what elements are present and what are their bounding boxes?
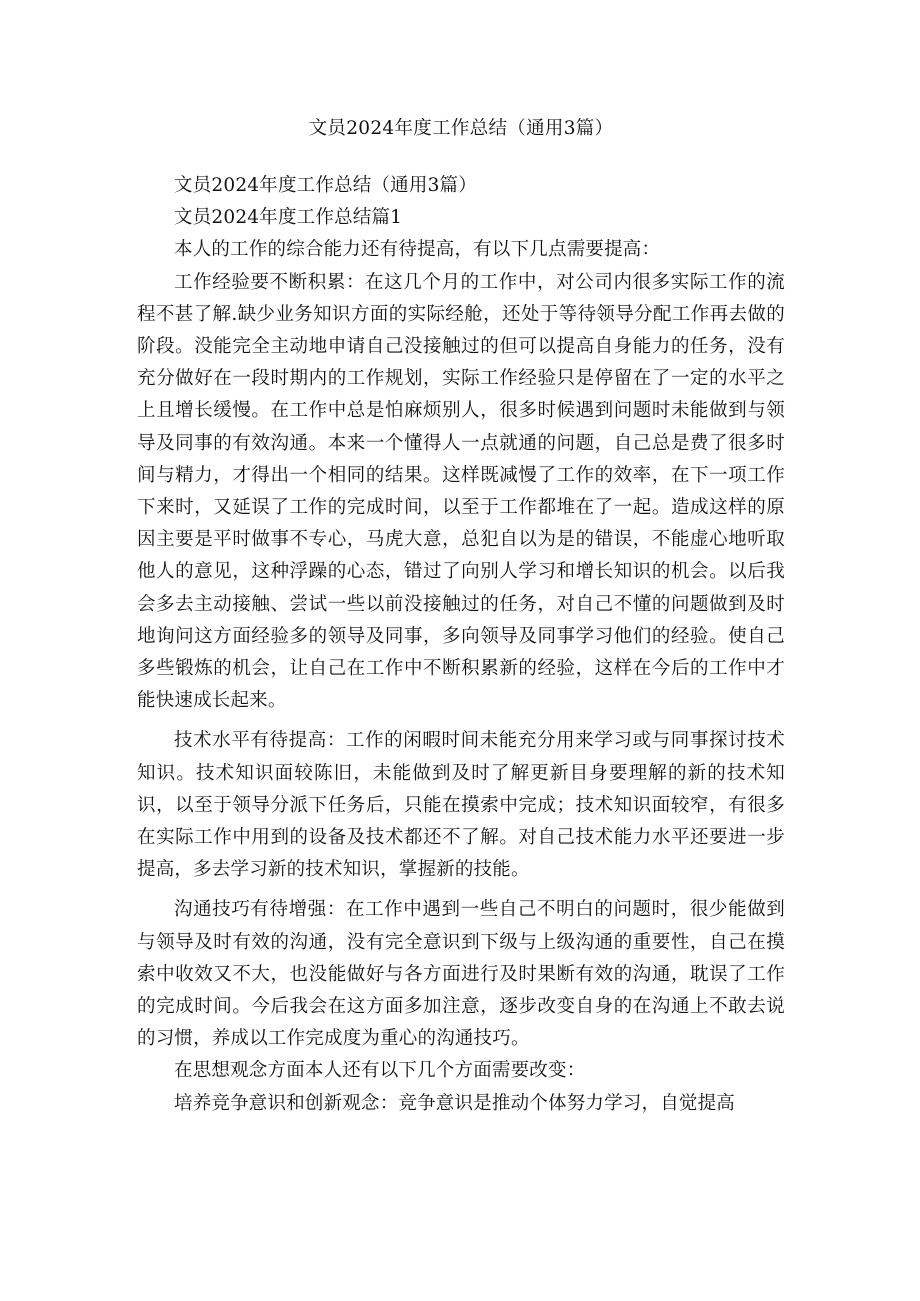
paragraph-section-heading: 文员2024年度工作总结篇1 — [174, 207, 403, 229]
document-title: 文员2024年度工作总结（通用3篇） — [308, 118, 614, 139]
paragraph-technical-level: 技术水平有待提高：工作的闲暇时间未能充分用来学习或与同事探讨技术知识。技术知识面较陈旧，未能做到及时了解更新目身要理解的新的技术知识，以至于领导分派下任务后，只能在摸索中完成；技术知识面较窄，有很多在实际工作中用到的设备及技术都还不了解。对自己技术能力水平还要进一步提高，多去学习新的技术知识，掌握新的技能。 — [137, 730, 785, 881]
paragraph-subtitle: 文员2024年度工作总结（通用3篇） — [174, 175, 477, 196]
paragraph-mindset-intro: 在思想观念方面本人还有以下几个方面需要改变： — [174, 1060, 586, 1082]
paragraph-work-experience: 工作经验要不断积累：在这几个月的工作中，对公司内很多实际工作的流程不甚了解.缺少业务知识方面的实际经舱，还处于等待领导分配工作再去做的阶段。没能完全主动地申请自己没接触过的但可以提高自身能力的任务，没有充分做好在一段时期内的工作规划，实际工作经验只是停留在了一定的水平之上且增长缓慢。在工作中总是怕麻烦别人，很多时候遇到问题时未能做到与领导及同事的有效沟通。本来一个懂得人一点就通的问题，自己总是费了很多时间与精力，才得出一个相同的结果。这样既减慢了工作的效率，在下一项工作下来时，又延误了工作的完成时间，以至于工作都堆在了一起。造成这样的原因主要是平时做事不专心，马虎大意，总犯自以为是的错误，不能虚心地听取他人的意见，这种浮躁的心态，错过了向别人学习和增长知识的机会。以后我会多去主动接触、尝试一些以前没接触过的任务，对自己不懂的问题做到及时地询问这方面经验多的领导及同事，多向领导及同事学习他们的经验。使自己多些锻炼的机会，让自己在工作中不断积累新的经验，这样在今后的工作中才能快速成长起来。 — [137, 271, 785, 712]
document-page — [137, 112, 785, 1120]
paragraph-communication: 沟通技巧有待增强：在工作中遇到一些自己不明白的问题时，很少能做到与领导及时有效的沟通，没有完全意识到下级与上级沟通的重要性，自己在摸索中收效又不大，也没能做好与各方面进行及时果断有效的沟通，耽误了工作的完成时间。今后我会在这方面多加注意，逐步改变自身的在沟通上不敢去说的习惯，养成以工作完成度为重心的沟通技巧。 — [137, 899, 785, 1050]
paragraph-competition: 培养竞争意识和创新观念：竞争意识是推动个体努力学习，自觉提高 — [174, 1092, 736, 1114]
paragraph-intro: 本人的工作的综合能力还有待提高，有以下几点需要提高： — [174, 239, 661, 261]
